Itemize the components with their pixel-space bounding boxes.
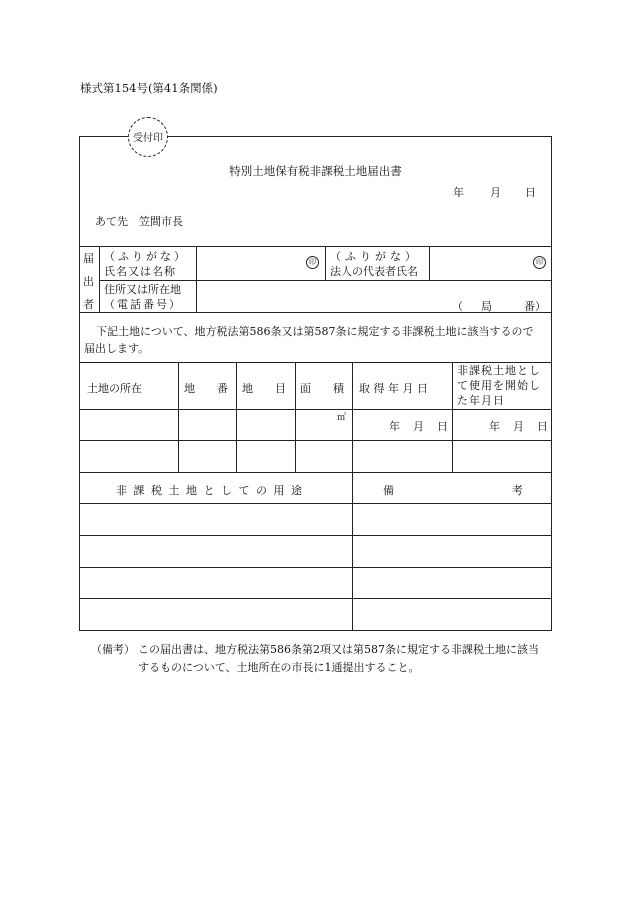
phone-paren-open: （ (452, 300, 463, 313)
start-day: 日 (537, 420, 548, 433)
rep-furigana-label: （ふりがな） (330, 250, 420, 263)
sqm-unit: ㎡ (337, 413, 347, 423)
seal-mark: 印 (306, 256, 319, 269)
start-year: 年 (489, 420, 500, 433)
remarks-header-2: 考 (512, 484, 523, 497)
header-start: 非課税土地とし て使用を開始し た年月日 (457, 364, 541, 407)
name-label: 氏名又は名称 (104, 265, 176, 278)
statement-line-2: 届出します。 (84, 342, 150, 355)
address-label: 住所又は所在地 (104, 283, 181, 296)
applicant-char-2: 出 (83, 275, 94, 288)
header-category: 地目 (242, 382, 308, 395)
note-label: （備考） (91, 643, 135, 656)
applicant-char-3: 者 (83, 298, 94, 311)
rep-name-label: 法人の代表者氏名 (330, 265, 418, 278)
statement-line-1: 下記土地について、地方税法第586条又は第587条に規定する非課税土地に該当するので (96, 325, 534, 338)
page-title: 特別土地保有税非課税土地届出書 (229, 164, 402, 178)
phone-label: （電話番号） (104, 298, 182, 311)
header-acquired: 取得年月日 (359, 382, 432, 395)
note-line-2: するものについて、土地所在の市長に1通提出すること。 (138, 661, 420, 674)
header-lot: 地番 (184, 382, 250, 395)
form-number: 様式第154号(第41条関係) (80, 81, 218, 95)
start-month: 月 (513, 420, 524, 433)
addressee: あて先 笠間市長 (95, 215, 183, 228)
use-header: 非課税土地としての用途 (116, 484, 309, 497)
phone-bureau: 局 (481, 300, 492, 313)
note-line-1: この届出書は、地方税法第586条第2項又は第587条に規定する非課税土地に該当 (138, 643, 539, 656)
furigana-label: （ふりがな） (104, 250, 188, 263)
date-year: 年 (453, 186, 464, 199)
date-day: 日 (525, 186, 536, 199)
stamp-label: 受付印 (133, 133, 163, 144)
phone-ban: 番） (524, 300, 546, 313)
rep-seal-mark: 印 (533, 256, 546, 269)
applicant-char-1: 届 (83, 252, 94, 265)
acquired-month: 月 (413, 420, 424, 433)
header-area: 面積 (300, 382, 366, 395)
date-month: 月 (490, 186, 501, 199)
remarks-header-1: 備 (383, 484, 394, 497)
acquired-day: 日 (437, 420, 448, 433)
acquired-year: 年 (389, 420, 400, 433)
header-location: 土地の所在 (87, 382, 142, 395)
